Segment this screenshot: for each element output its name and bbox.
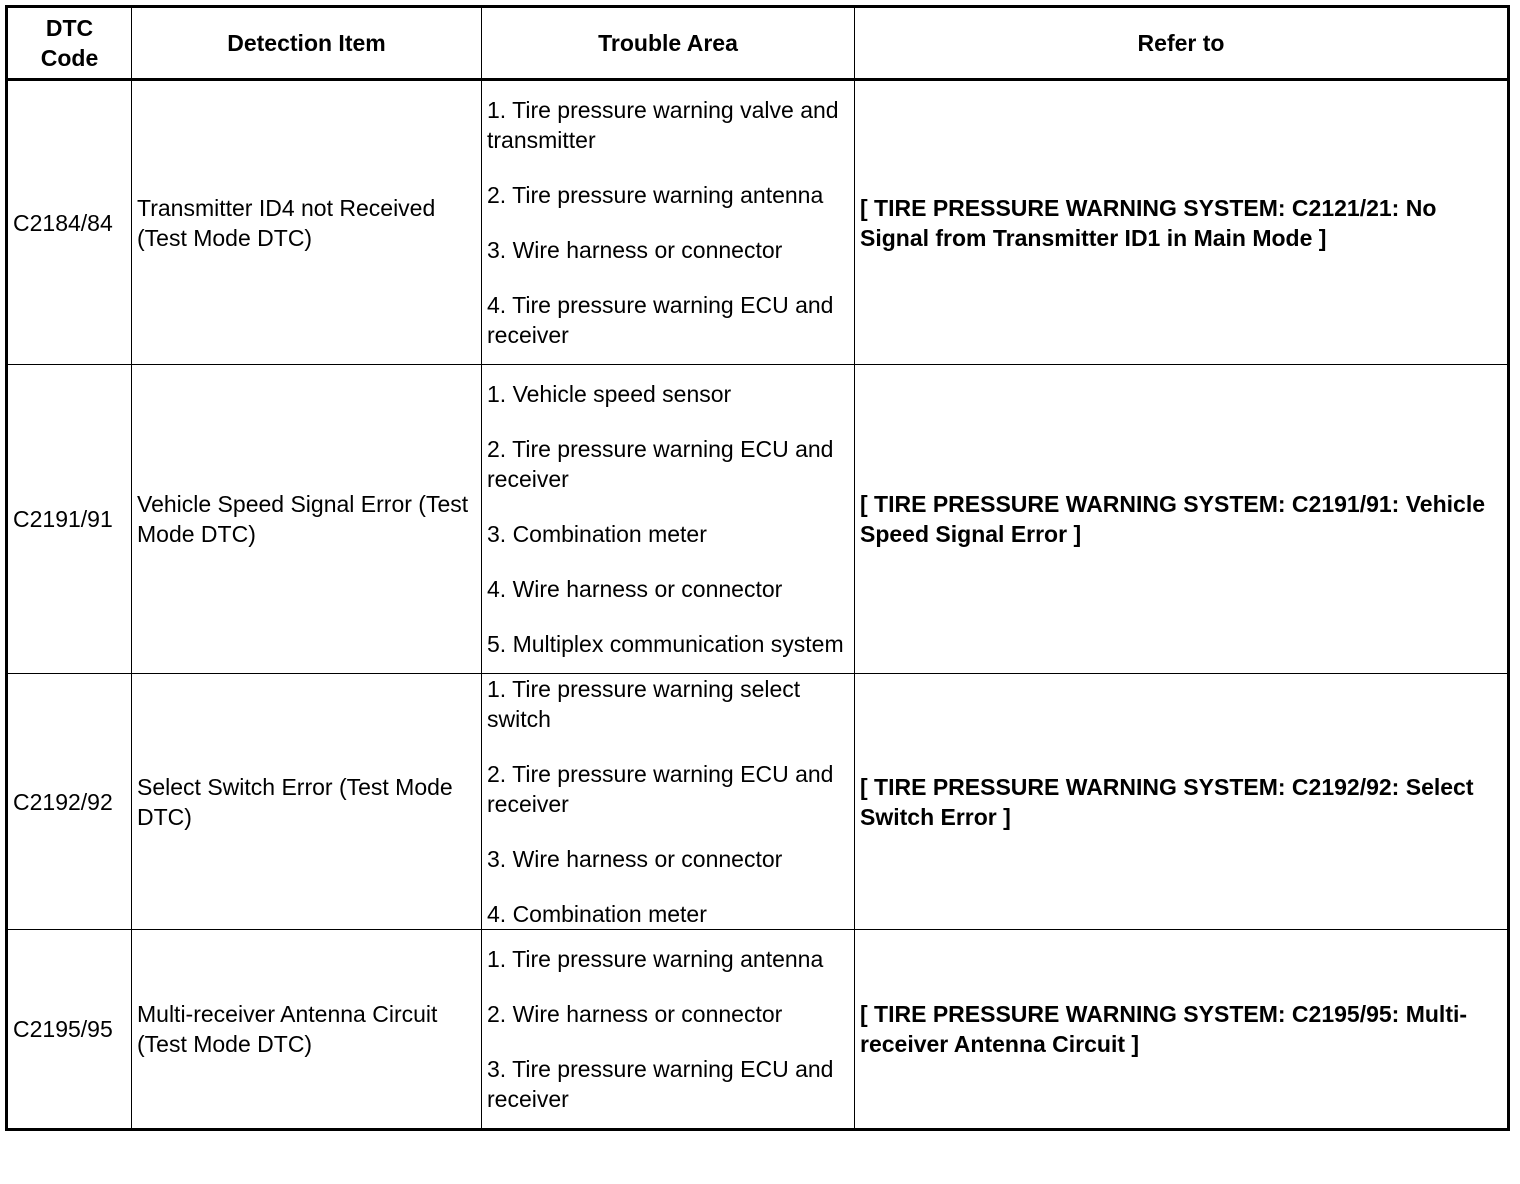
- dtc-code-cell: C2192/92: [7, 674, 132, 930]
- refer-to-link[interactable]: [ TIRE PRESSURE WARNING SYSTEM: C2121/21: No Signal from Transmitter ID1 in Main Mode ]: [855, 80, 1509, 365]
- trouble-area-item: 5. Multiplex communication system: [487, 631, 844, 657]
- trouble-area-item: 1. Tire pressure warning select switch: [487, 676, 801, 732]
- trouble-area-item: 1. Vehicle speed sensor: [487, 381, 732, 407]
- trouble-area-cell: [482, 80, 855, 365]
- table-row: [7, 930, 1509, 1130]
- dtc-code-cell: C2184/84: [7, 80, 132, 365]
- refer-to-link[interactable]: [ TIRE PRESSURE WARNING SYSTEM: C2191/91: Vehicle Speed Signal Error ]: [855, 365, 1509, 674]
- table-row: [7, 80, 1509, 365]
- refer-to-link[interactable]: [ TIRE PRESSURE WARNING SYSTEM: C2192/92: Select Switch Error ]: [855, 674, 1509, 930]
- table-row: [7, 674, 1509, 930]
- header-trouble-area: Trouble Area: [482, 7, 855, 80]
- detection-item-cell: Multi-receiver Antenna Circuit (Test Mode DTC): [132, 930, 482, 1130]
- dtc-code-cell: C2195/95: [7, 930, 132, 1130]
- dtc-table: [5, 5, 1510, 1131]
- trouble-area-item: 4. Tire pressure warning ECU and receiver: [487, 292, 834, 348]
- trouble-area-cell: [482, 365, 855, 674]
- header-detection-item: Detection Item: [132, 7, 482, 80]
- header-dtc-code: [7, 7, 132, 80]
- detection-item-cell: Transmitter ID4 not Received (Test Mode DTC): [132, 80, 482, 365]
- table-header-row: [7, 7, 1509, 80]
- trouble-area-item: 1. Tire pressure warning valve and transmitter: [487, 97, 839, 153]
- trouble-area-item: 2. Tire pressure warning ECU and receiver: [487, 761, 834, 817]
- trouble-area-item: 2. Wire harness or connector: [487, 1001, 783, 1027]
- trouble-area-item: 3. Wire harness or connector: [487, 846, 783, 872]
- dtc-code-cell: C2191/91: [7, 365, 132, 674]
- trouble-area-item: 3. Tire pressure warning ECU and receiver: [487, 1056, 834, 1112]
- header-refer-to: Refer to: [855, 7, 1509, 80]
- trouble-area-item: 3. Combination meter: [487, 521, 707, 547]
- trouble-area-item: 3. Wire harness or connector: [487, 237, 783, 263]
- trouble-area-item: 1. Tire pressure warning antenna: [487, 946, 824, 972]
- trouble-area-cell: [482, 930, 855, 1130]
- trouble-area-cell: [482, 674, 855, 930]
- trouble-area-item: 2. Tire pressure warning antenna: [487, 182, 824, 208]
- header-dtc-code-line1: DTC: [45, 15, 94, 41]
- refer-to-link[interactable]: [ TIRE PRESSURE WARNING SYSTEM: C2195/95: Multi-receiver Antenna Circuit ]: [855, 930, 1509, 1130]
- detection-item-cell: Select Switch Error (Test Mode DTC): [132, 674, 482, 930]
- trouble-area-item: 4. Combination meter: [487, 901, 707, 927]
- table-row: [7, 365, 1509, 674]
- trouble-area-item: 2. Tire pressure warning ECU and receiver: [487, 436, 834, 492]
- trouble-area-item: 4. Wire harness or connector: [487, 576, 783, 602]
- detection-item-cell: Vehicle Speed Signal Error (Test Mode DTC): [132, 365, 482, 674]
- header-dtc-code-line2: Code: [40, 45, 99, 71]
